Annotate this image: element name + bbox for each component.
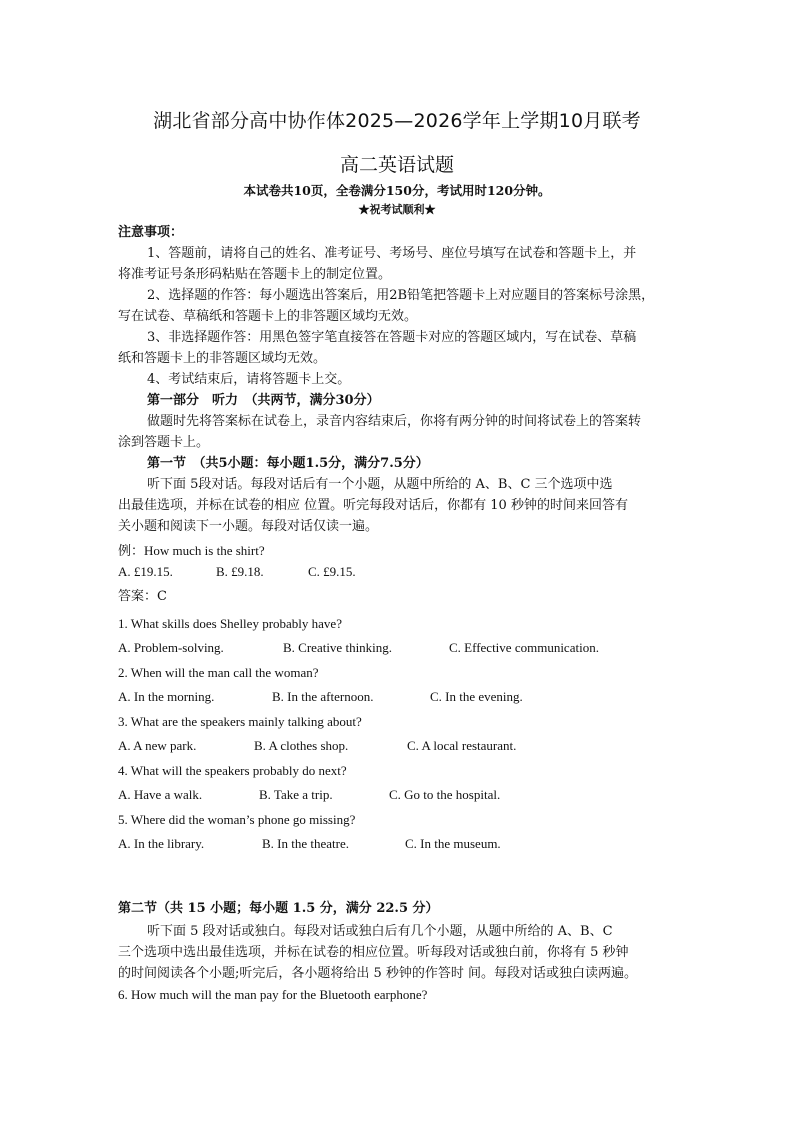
question-1-options xyxy=(118,637,678,658)
question-2: 2. When will the man call the woman? xyxy=(118,665,319,680)
section1-intro-line-1: 听下面 5段对话。每段对话后有一个小题，从题中所给的 A、B、C 三个选项中选 xyxy=(147,477,613,492)
example-answer: 答案：C xyxy=(118,589,167,604)
q5-option-a: A. In the library. xyxy=(118,836,205,851)
notice-heading: 注意事项： xyxy=(118,225,184,240)
example-option-b: B. £9.18. xyxy=(216,564,264,579)
part1-intro-line-1: 做题时先将答案标在试卷上，录音内容结束后，你将有两分钟的时间将试卷上的答案转 xyxy=(147,414,642,429)
notice-item-3-line-1: 3、非选择题作答：用黑色签字笔直接答在答题卡对应的答题区域内，写在试卷、草稿 xyxy=(147,330,637,345)
question-5-options xyxy=(118,833,678,854)
section1-heading: 第一节 （共5小题：每小题1.5分，满分7.5分） xyxy=(147,456,429,471)
notice-item-3-line-2: 纸和答题卡上的非答题区域均无效。 xyxy=(118,351,327,366)
notice-item-1-line-2: 将准考证号条形码粘贴在答题卡上的制定位置。 xyxy=(118,267,392,282)
example-question: 例：How much is the shirt? xyxy=(118,543,265,558)
section1-intro-line-2: 出最佳选项，并标在试卷的相应 位置。听完每段对话后，你都有 10 秒钟的时间来回答有 xyxy=(118,498,628,513)
exam-subtitle: 高二英语试题 xyxy=(339,154,454,176)
q1-option-a: A. Problem-solving. xyxy=(118,640,224,655)
question-1: 1. What skills does Shelley probably have? xyxy=(118,616,342,631)
q3-option-b: B. A clothes shop. xyxy=(254,738,349,753)
main-content xyxy=(118,222,678,854)
notice-item-2-line-2: 写在试卷、草稿纸和答题卡上的非答题区域均无效。 xyxy=(118,309,418,324)
q1-option-c: C. Effective communication. xyxy=(449,640,599,655)
notice-item-2-line-1: 2、选择题的作答：每小题选出答案后，用2B铅笔把答题卡上对应题目的答案标号涂黑， xyxy=(147,288,655,303)
q3-option-a: A. A new park. xyxy=(118,738,197,753)
q5-option-b: B. In the theatre. xyxy=(262,836,349,851)
example-option-c: C. £9.15. xyxy=(308,564,356,579)
part1-heading: 第一部分 听力 （共两节，满分30分） xyxy=(147,393,380,408)
question-6: 6. How much will the man pay for the Bluetooth earphone? xyxy=(118,987,428,1002)
part1-intro-line-2: 涂到答题卡上。 xyxy=(118,435,210,450)
example-option-a: A. £19.15. xyxy=(118,564,173,579)
question-2-options xyxy=(118,686,678,707)
question-3: 3. What are the speakers mainly talking about? xyxy=(118,714,362,729)
q3-option-c: C. A local restaurant. xyxy=(407,738,517,753)
q4-option-c: C. Go to the hospital. xyxy=(389,787,501,802)
question-3-options xyxy=(118,735,678,756)
question-4: 4. What will the speakers probably do next? xyxy=(118,763,347,778)
section2-intro-line-3: 的时间阅读各个小题;听完后，各小题将给出 5 秒钟的作答时 间。每段对话或独白读两遍。 xyxy=(118,966,638,981)
q2-option-c: C. In the evening. xyxy=(430,689,523,704)
question-4-options xyxy=(118,784,678,805)
section2-intro-line-1: 听下面 5 段对话或独白。每段对话或独白后有几个小题，从题中所给的 A、B、C xyxy=(147,924,613,939)
example-options xyxy=(118,561,678,582)
q1-option-b: B. Creative thinking. xyxy=(283,640,393,655)
q2-option-a: A. In the morning. xyxy=(118,689,215,704)
good-luck-note: ★祝考试顺利★ xyxy=(358,203,436,216)
section2-intro-line-2: 三个选项中选出最佳选项，并标在试卷的相应位置。听每段对话或独白前，你将有 5 秒钟 xyxy=(118,945,629,960)
notice-item-4: 4、考试结束后，请将答题卡上交。 xyxy=(147,372,351,387)
q2-option-b: B. In the afternoon. xyxy=(272,689,374,704)
q4-option-b: B. Take a trip. xyxy=(259,787,333,802)
question-5: 5. Where did the woman’s phone go missing? xyxy=(118,812,356,827)
exam-title: 湖北省部分高中协作体2025—2026学年上学期10月联考 xyxy=(153,110,641,132)
notice-item-1-line-1: 1、答题前，请将自己的姓名、准考证号、考场号、座位号填写在试卷和答题卡上，并 xyxy=(147,246,637,261)
section2-heading: 第二节（共 15 小题；每小题 1.5 分，满分 22.5 分） xyxy=(118,901,439,916)
exam-info: 本试卷共10页，全卷满分150分，考试用时120分钟。 xyxy=(243,183,551,198)
section2 xyxy=(118,898,678,1005)
q5-option-c: C. In the museum. xyxy=(405,836,501,851)
section1-intro-line-3: 关小题和阅读下一小题。每段对话仅读一遍。 xyxy=(118,519,379,534)
q4-option-a: A. Have a walk. xyxy=(118,787,203,802)
